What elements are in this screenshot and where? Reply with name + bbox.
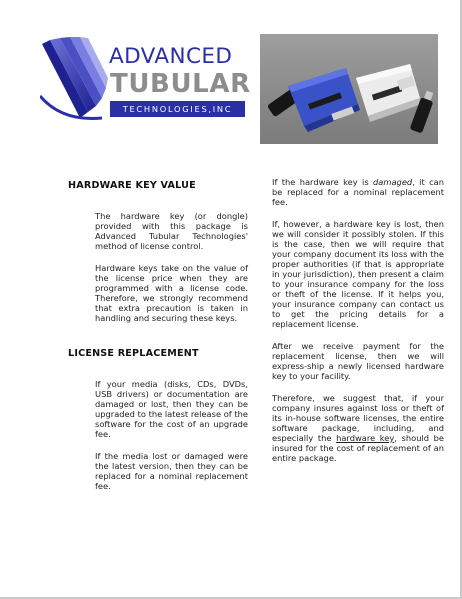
emphasis-damaged: damaged (373, 177, 413, 187)
dongles-illustration-icon (260, 34, 438, 144)
right-column (272, 177, 444, 463)
paragraph-media-damaged: If your media (disks, CDs, DVDs, USB drivers) or documentation are damaged or lost, then they can be upgraded to the latest release of the software for the cost of an upgrade fee. (95, 379, 248, 439)
hardware-keys-photo (260, 34, 438, 144)
paragraph-text: , it can be replaced for a nominal replacement fee. (272, 177, 445, 207)
heading-hardware-key-value: HARDWARE KEY VALUE (68, 180, 196, 191)
logo-text-technologies: TECHNOLOGIES,INC (110, 101, 245, 117)
heading-license-replacement: LICENSE REPLACEMENT (68, 348, 199, 359)
left-column (68, 180, 248, 491)
logo-text-advanced: ADVANCED (109, 44, 233, 69)
paragraph-text: Therefore, we suggest that, if your company insures against loss or theft of its in-house software licenses, the entire software package, including, and especially the (272, 393, 444, 443)
paragraph-key-damaged (272, 177, 444, 207)
paragraph-text: If the hardware key is (272, 177, 374, 187)
paragraph-hardware-key-intro: The hardware key (or dongle) provided with this package is Advanced Tubular Technologies' method of license control. (95, 211, 248, 251)
paragraph-payment: After we receive payment for the replacement license, then we will express-ship a newly licensed hardware key to your facility. (272, 341, 444, 381)
underline-hardware-key: hardware key (336, 433, 395, 443)
paragraph-media-latest: If the media lost or damaged were the latest version, then they can be replaced for a nominal replacement fee. (95, 451, 248, 491)
company-logo (40, 34, 251, 126)
paragraph-key-lost: If, however, a hardware key is lost, then we will consider it possibly stolen. If this is the case, then we will require that your company document its loss with the proper authorities (if that is appropriate in your jurisdiction), then present a claim to your insurance company for the loss or theft of the license. If it helps you, your insurance company can contact us to get the pricing details for a replacement license. (272, 219, 444, 329)
paragraph-insurance (272, 393, 444, 463)
paragraph-hardware-key-value: Hardware keys take on the value of the license price when they are programmed with a license code. Therefore, we strongly recommend that extra precaution is taken in handling and securing these keys. (95, 263, 248, 323)
logo-text-tubular: TUBULAR (110, 69, 251, 99)
paragraph-text: , should be insured for the cost of replacement of an entire package. (272, 433, 444, 463)
